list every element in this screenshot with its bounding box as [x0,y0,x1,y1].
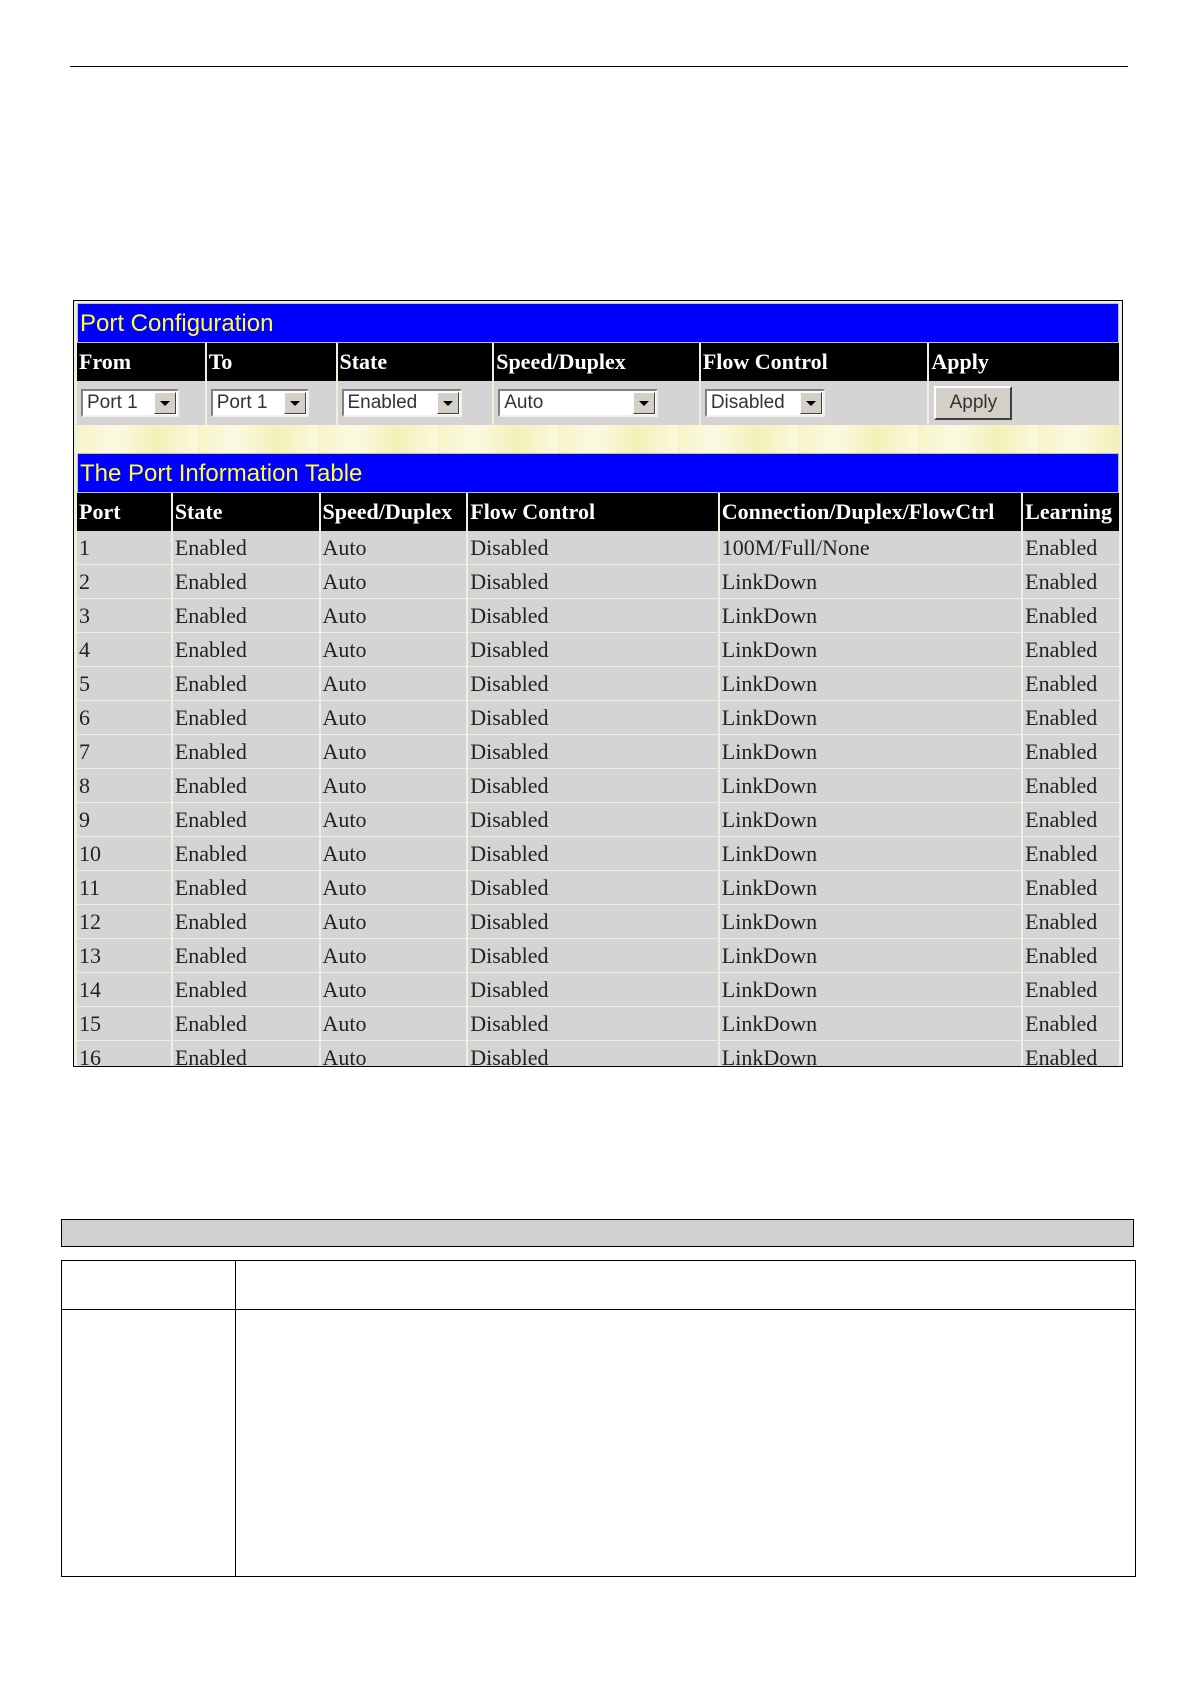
from-select[interactable] [81,389,179,417]
cell-learning: Enabled [1025,569,1098,594]
cell-port: 13 [77,939,173,972]
port-configuration-panel [73,300,1123,1067]
flow-control-select[interactable] [705,389,825,417]
cell-connection: LinkDown [720,939,1023,972]
cell-state: Enabled [173,803,321,836]
cell-connection: LinkDown [720,599,1023,632]
cell-state: Enabled [173,1007,321,1040]
cell-port: 16 [77,1041,173,1067]
cell-port: 11 [77,871,173,904]
cell-port: 6 [77,701,173,734]
cell-port: 5 [77,667,173,700]
cell-port: 15 [77,1007,173,1040]
table-title-bar [61,1219,1134,1247]
cell-learning: Enabled [1025,603,1098,628]
apply-cell [929,381,1119,425]
cell-learning: Enabled [1025,909,1098,934]
header-apply: Apply [931,349,989,374]
cell-flow-control: Disabled [468,769,720,802]
to-cell [207,381,338,425]
description-table [61,1260,1136,1577]
cell-state: Enabled [173,939,321,972]
cell-flow-control: Disabled [468,973,720,1006]
cell-port: 7 [77,735,173,768]
cell-connection: LinkDown [720,701,1023,734]
speed-duplex-select[interactable] [498,389,658,417]
cell-port: 2 [77,565,173,598]
cell-learning: Enabled [1025,943,1098,968]
port-configuration-controls [77,381,1119,425]
cell-flow-control: Disabled [468,803,720,836]
table-row [77,531,1119,565]
table-row [77,769,1119,803]
table-row [77,735,1119,769]
cell-flow-control: Disabled [468,565,720,598]
cell-port: 14 [77,973,173,1006]
cell-speed-duplex: Auto [321,667,469,700]
cell-learning: Enabled [1025,977,1098,1002]
cell-speed-duplex: Auto [321,531,469,564]
cell-connection: LinkDown [720,735,1023,768]
cell-flow-control: Disabled [468,599,720,632]
cell-learning: Enabled [1025,841,1098,866]
table-row [77,973,1119,1007]
header-from: From [77,343,207,381]
cell-connection: LinkDown [720,837,1023,870]
speed-duplex-cell [494,381,701,425]
header-speed-duplex: Speed/Duplex [494,343,701,381]
cell-learning: Enabled [1025,807,1098,832]
cell-state: Enabled [173,871,321,904]
cell-flow-control: Disabled [468,1041,720,1067]
table-row [77,633,1119,667]
header-flow-control: Flow Control [701,343,930,381]
port-configuration-title: Port Configuration [77,303,1119,343]
cell-connection: LinkDown [720,633,1023,666]
cell-connection: LinkDown [720,769,1023,802]
cell-speed-duplex: Auto [321,735,469,768]
cell-state: Enabled [173,599,321,632]
cell-speed-duplex: Auto [321,633,469,666]
table-row [77,905,1119,939]
cell-connection: LinkDown [720,565,1023,598]
port-information-rows [77,531,1119,1067]
cell-speed-duplex: Auto [321,565,469,598]
cell-learning: Enabled [1025,671,1098,696]
speed-duplex-select-value: Auto [504,392,544,413]
cell-learning: Enabled [1025,739,1098,764]
state-cell [338,381,495,425]
cell-speed-duplex: Auto [321,701,469,734]
cell-connection: LinkDown [720,803,1023,836]
flow-control-cell [701,381,930,425]
header-info-state: State [173,493,321,531]
cell-connection: LinkDown [720,667,1023,700]
cell-state: Enabled [173,701,321,734]
table-row [77,837,1119,871]
cell-learning: Enabled [1025,637,1098,662]
cell-port: 10 [77,837,173,870]
table-row [77,939,1119,973]
from-cell [77,381,207,425]
apply-button[interactable]: Apply [934,386,1012,420]
cell-speed-duplex: Auto [321,599,469,632]
table-row [77,803,1119,837]
cell-speed-duplex: Auto [321,871,469,904]
header-port: Port [77,493,173,531]
cell-state: Enabled [173,565,321,598]
cell-speed-duplex: Auto [321,973,469,1006]
cell-connection: LinkDown [720,871,1023,904]
table-row [77,1041,1119,1067]
chevron-down-icon[interactable] [800,392,822,414]
header-state: State [338,343,495,381]
table-row [77,871,1119,905]
cell-connection: LinkDown [720,1041,1023,1067]
header-connection: Connection/Duplex/FlowCtrl [720,493,1023,531]
cell-speed-duplex: Auto [321,803,469,836]
cell-speed-duplex: Auto [321,1007,469,1040]
cell-state: Enabled [173,837,321,870]
chevron-down-icon[interactable] [154,392,176,414]
to-select[interactable] [211,389,309,417]
chevron-down-icon[interactable] [633,392,655,414]
cell-learning: Enabled [1025,1045,1098,1067]
cell-flow-control: Disabled [468,1007,720,1040]
cell-state: Enabled [173,1041,321,1067]
cell-flow-control: Disabled [468,837,720,870]
cell-speed-duplex: Auto [321,837,469,870]
state-select-value: Enabled [347,392,418,413]
cell-flow-control: Disabled [468,701,720,734]
cell-flow-control: Disabled [468,667,720,700]
cell-state: Enabled [173,905,321,938]
header-to: To [207,343,338,381]
cell-learning: Enabled [1025,875,1098,900]
cell-learning: Enabled [1025,1011,1098,1036]
description-table-row-divider [62,1309,1135,1310]
state-select[interactable] [342,389,462,417]
cell-flow-control: Disabled [468,531,720,564]
table-row [77,667,1119,701]
cell-connection: 100M/Full/None [720,531,1023,564]
table-row [77,599,1119,633]
chevron-down-icon[interactable] [284,392,306,414]
chevron-down-icon[interactable] [437,392,459,414]
cell-flow-control: Disabled [468,939,720,972]
port-information-header [77,493,1119,531]
cell-state: Enabled [173,633,321,666]
header-info-flow-control: Flow Control [468,493,720,531]
table-row [77,565,1119,599]
header-info-speed-duplex: Speed/Duplex [321,493,469,531]
cell-learning: Enabled [1025,535,1098,560]
to-select-value: Port 1 [216,392,268,413]
cell-state: Enabled [173,531,321,564]
header-learning: Learning [1025,499,1112,524]
cell-port: 1 [77,531,173,564]
table-row [77,1007,1119,1041]
cell-learning: Enabled [1025,705,1098,730]
page-header-rule [70,66,1128,67]
cell-speed-duplex: Auto [321,939,469,972]
port-configuration-header [77,343,1119,381]
cell-flow-control: Disabled [468,871,720,904]
flow-control-select-value: Disabled [710,392,785,413]
cell-flow-control: Disabled [468,905,720,938]
cell-learning: Enabled [1025,773,1098,798]
cell-state: Enabled [173,769,321,802]
cell-state: Enabled [173,973,321,1006]
from-select-value: Port 1 [87,392,138,413]
cell-port: 8 [77,769,173,802]
cell-flow-control: Disabled [468,735,720,768]
port-information-title: The Port Information Table [77,453,1119,493]
cell-connection: LinkDown [720,973,1023,1006]
cell-connection: LinkDown [720,905,1023,938]
cell-connection: LinkDown [720,1007,1023,1040]
cell-flow-control: Disabled [468,633,720,666]
cell-port: 4 [77,633,173,666]
cell-state: Enabled [173,667,321,700]
cell-port: 9 [77,803,173,836]
cell-speed-duplex: Auto [321,1041,469,1067]
table-row [77,701,1119,735]
decorative-spacer [77,425,1119,453]
cell-speed-duplex: Auto [321,905,469,938]
cell-state: Enabled [173,735,321,768]
cell-port: 3 [77,599,173,632]
cell-speed-duplex: Auto [321,769,469,802]
cell-port: 12 [77,905,173,938]
